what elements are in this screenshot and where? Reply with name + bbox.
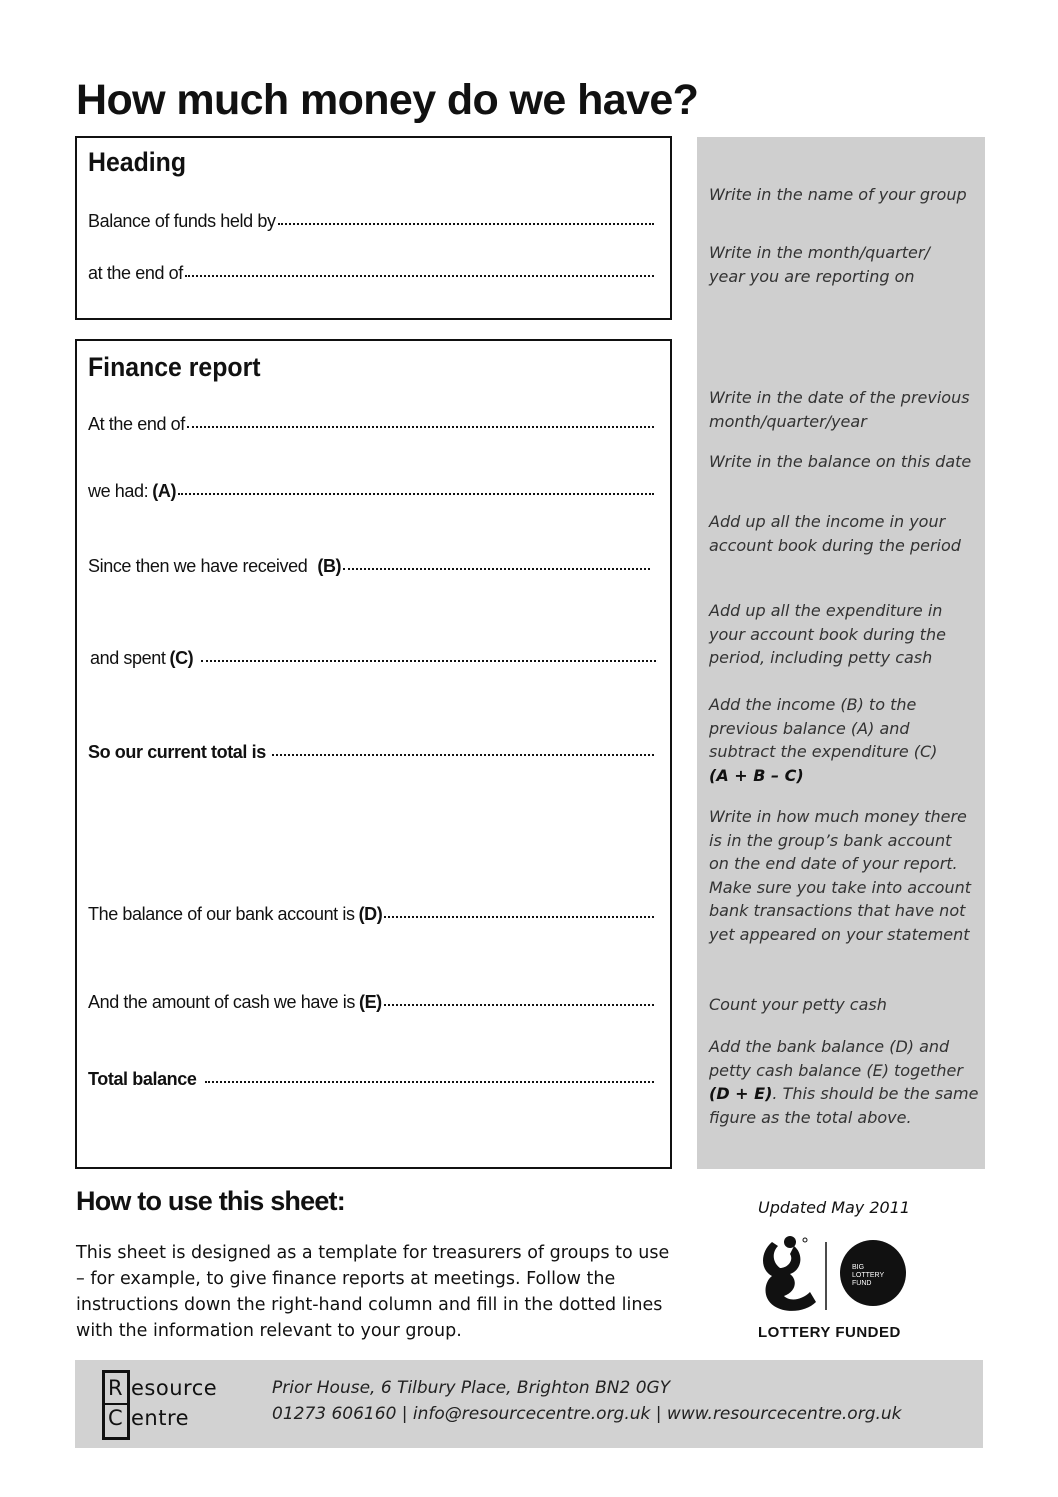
current-total-line <box>88 742 654 763</box>
opening-balance-label: we had: <box>88 481 149 501</box>
resource-centre-logo <box>102 1370 242 1442</box>
bank-balance-label: The balance of our bank account is <box>88 904 355 924</box>
opening-balance-line <box>88 481 654 502</box>
opening-balance-field[interactable] <box>178 493 654 495</box>
updated-date: Updated May 2011 <box>758 1198 911 1217</box>
period-end-label: at the end of <box>88 263 183 283</box>
income-key: (B) <box>317 556 342 576</box>
funds-held-by-field[interactable] <box>278 223 654 225</box>
income-line <box>88 556 650 577</box>
total-balance-label: Total balance <box>88 1069 197 1089</box>
expenditure-line <box>90 648 656 669</box>
current-total-field[interactable] <box>272 754 654 756</box>
period-end-field[interactable] <box>185 275 654 277</box>
previous-date-field[interactable] <box>187 426 654 428</box>
badge-line-3: FUND <box>852 1280 872 1287</box>
bank-balance-key: (D) <box>358 904 383 924</box>
badge-line-2: LOTTERY <box>852 1272 885 1279</box>
cash-line <box>88 992 654 1013</box>
heading-box-title: Heading <box>88 147 186 177</box>
bank-balance-line <box>88 904 654 925</box>
note-expenditure: Add up all the expenditure in your account book during the period, including petty cash <box>709 601 946 667</box>
note-bank-balance: Write in how much money there is in the group’s bank account on the end date of your report. Make sure you take into account bank transactions that have not yet appeared on your statement <box>709 807 972 944</box>
note-opening-balance: Write in the balance on this date <box>709 452 972 471</box>
howto-body: This sheet is designed as a template for treasurers of groups to use – for example, to give finance reports at meetings. Follow the instructions down the right-hand column and fill in the dotted lines with the information relevant to your group. <box>76 1243 670 1341</box>
expenditure-label: and spent <box>90 648 166 668</box>
note-total-balance-text: Add the bank balance (D) and petty cash balance (E) together <box>709 1037 963 1080</box>
cash-key: (E) <box>358 992 382 1012</box>
finance-report-title: Finance report <box>88 352 261 382</box>
expenditure-field[interactable] <box>201 660 656 662</box>
income-field[interactable] <box>343 568 650 570</box>
opening-balance-key: (A) <box>152 481 177 501</box>
footer-address: Prior House, 6 Tilbury Place, Brighton BN2 0GY <box>272 1378 671 1398</box>
badge-line-1: BIG <box>852 1264 865 1271</box>
previous-date-label: At the end of <box>88 414 185 434</box>
logo-letter-r: R <box>108 1376 124 1400</box>
lottery-funded-caption: LOTTERY FUNDED <box>758 1324 901 1341</box>
lottery-logo <box>750 1232 920 1322</box>
note-total-balance <box>709 1035 979 1129</box>
note-current-total-text: Add the income (B) to the previous balance (A) and subtract the expenditure (C) <box>709 695 938 761</box>
bank-balance-field[interactable] <box>384 916 654 918</box>
big-lottery-fund-badge <box>840 1240 906 1306</box>
previous-date-line <box>88 414 654 435</box>
note-current-total <box>709 693 971 787</box>
cash-label: And the amount of cash we have is <box>88 992 355 1012</box>
period-end-line <box>88 263 654 284</box>
current-total-label: So our current total is <box>88 742 266 762</box>
note-group-name: Write in the name of your group <box>709 185 967 204</box>
footer-contact: 01273 606160 | info@resourcecentre.org.uk | www.resourcecentre.org.uk <box>272 1404 902 1424</box>
logo-letter-c: C <box>108 1406 124 1430</box>
cash-field[interactable] <box>384 1004 654 1006</box>
note-reporting-period: Write in the month/quarter/ year you are reporting on <box>709 243 930 286</box>
howto-heading: How to use this sheet: <box>76 1186 345 1216</box>
total-balance-line <box>88 1069 654 1090</box>
logo-word-1: esource <box>131 1376 218 1400</box>
expenditure-key: (C) <box>169 648 194 668</box>
funds-held-by-line <box>88 211 654 232</box>
note-petty-cash: Count your petty cash <box>709 995 887 1014</box>
total-balance-field[interactable] <box>205 1081 655 1083</box>
note-current-total-formula: (A + B – C) <box>709 765 804 785</box>
note-total-balance-tail: . This should be the same figure as the total above. <box>709 1084 979 1127</box>
page-title: How much money do we have? <box>76 76 699 124</box>
note-income: Add up all the income in your account book during the period <box>709 512 961 555</box>
logo-divider <box>105 1403 127 1405</box>
note-previous-date: Write in the date of the previous month/quarter/year <box>709 388 970 431</box>
income-label: Since then we have received <box>88 556 308 576</box>
funds-held-by-label: Balance of funds held by <box>88 211 276 231</box>
logo-word-2: entre <box>131 1406 190 1430</box>
note-total-balance-formula: (D + E) <box>709 1084 773 1103</box>
